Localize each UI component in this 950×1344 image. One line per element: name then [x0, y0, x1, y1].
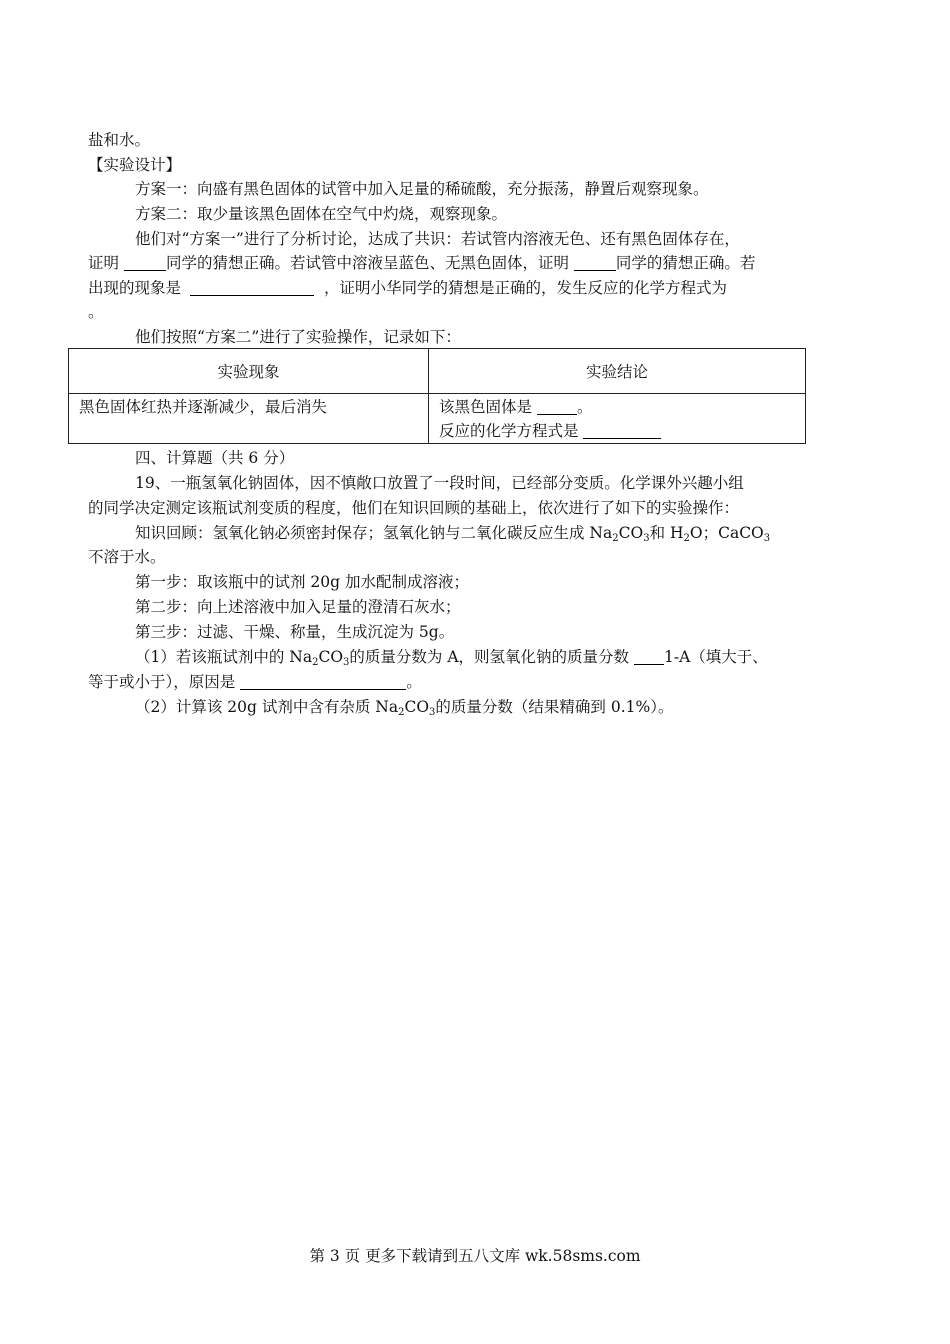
subscript: 3	[763, 533, 771, 544]
table-header-row	[69, 349, 806, 394]
subscript: 2	[312, 657, 319, 668]
discussion-line-1	[135, 227, 740, 251]
step-one	[135, 570, 469, 594]
text-segment: 【实验设计】	[88, 156, 182, 174]
text-segment: 的同学决定测定该瓶试剂变质的程度，他们在知识回顾的基础上，依次进行了如下的实验操作：	[88, 499, 740, 517]
text-segment: 方案二：取少量该黑色固体在空气中灼烧，观察现象。	[135, 205, 508, 223]
knowledge-review-line-2	[88, 545, 166, 569]
subscript: 2	[683, 533, 690, 544]
conclusion-line-1	[439, 395, 795, 419]
text-segment: CO	[404, 698, 430, 716]
text-segment: O；CaCO	[689, 524, 764, 542]
section-header-design	[88, 153, 181, 177]
table-row	[69, 394, 806, 444]
text-segment: 。	[406, 673, 422, 691]
page-footer	[0, 1244, 950, 1268]
text-segment: 方案一：向盛有黑色固体的试管中加入足量的稀硫酸，充分振荡，静置后观察现象。	[135, 180, 709, 198]
conclusion-line-2	[439, 419, 795, 443]
text-segment: 同学的猜想正确。若	[615, 254, 756, 272]
text-segment: CO	[618, 524, 644, 542]
table-header-phenomenon: 实验现象	[69, 349, 429, 394]
text-segment: 1-A（填大于、	[663, 648, 768, 666]
answer-blank[interactable]	[190, 279, 314, 296]
table-cell-conclusion	[429, 394, 806, 444]
answer-blank[interactable]	[240, 673, 406, 690]
text-segment: CO	[318, 648, 344, 666]
text-segment: （1）若该瓶试剂中的 Na	[135, 648, 313, 666]
text-segment: 知识回顾：氢氧化钠必须密封保存；氢氧化钠与二氧化碳反应生成 Na	[135, 524, 613, 542]
step-three	[135, 620, 454, 644]
text-segment: ，证明小华同学的猜想是正确的，发生反应的化学方程式为	[323, 279, 727, 297]
discussion-line-4	[88, 300, 104, 324]
calc-section-title	[135, 446, 294, 470]
subscript: 2	[398, 707, 405, 718]
answer-blank[interactable]	[124, 254, 166, 271]
text-segment: 黑色固体红热并逐渐减少，最后消失	[79, 398, 328, 416]
text-segment: 该黑色固体是	[439, 398, 533, 416]
text-segment: 证明	[88, 254, 120, 272]
question-part-1-line-2	[88, 670, 422, 694]
text-segment: 第 3 页 更多下载请到五八文库 wk.58sms.com	[309, 1247, 641, 1265]
text-segment: 第一步：取该瓶中的试剂 20g 加水配制成溶液；	[135, 573, 470, 591]
subscript: 3	[643, 533, 650, 544]
experiment-table	[68, 348, 806, 444]
text-segment: 同学的猜想正确。若试管中溶液呈蓝色、无黑色固体，证明	[165, 254, 569, 272]
text-segment: 的质量分数为 A，则氢氧化钠的质量分数	[349, 648, 630, 666]
answer-blank[interactable]	[634, 648, 664, 665]
text-segment: 反应的化学方程式是	[439, 422, 579, 440]
text-segment: 出现的现象是	[88, 279, 182, 297]
text-segment: （2）计算该 20g 试剂中含有杂质 Na	[135, 698, 399, 716]
text-segment: 和 H	[649, 524, 684, 542]
plan-one	[135, 177, 709, 201]
text-segment: 。	[88, 303, 104, 321]
q19-line-2	[88, 496, 739, 520]
q19-line-1	[135, 471, 744, 495]
text-segment: 第三步：过滤、干燥、称量，生成沉淀为 5g。	[135, 623, 455, 641]
text-segment: 盐和水。	[88, 131, 151, 149]
plan-two	[135, 202, 507, 226]
subscript: 2	[612, 533, 619, 544]
table-cell-phenomenon	[69, 394, 429, 444]
answer-blank[interactable]	[574, 254, 616, 271]
record-intro	[135, 325, 461, 349]
text-segment: 四、计算题（共 6 分）	[135, 449, 295, 467]
answer-blank[interactable]	[583, 422, 661, 439]
text-segment: 他们对“方案一”进行了分析讨论，达成了共识：若试管内溶液无色、还有黑色固体存在，	[135, 230, 740, 248]
text-segment: 19、一瓶氢氧化钠固体，因不慎敞口放置了一段时间，已经部分变质。化学课外兴趣小组	[135, 474, 744, 492]
text-segment: 他们按照“方案二”进行了实验操作，记录如下：	[135, 328, 461, 346]
table-header-conclusion: 实验结论	[429, 349, 806, 394]
question-part-2	[135, 695, 673, 719]
text-segment: 不溶于水。	[88, 548, 166, 566]
text-segment: 。	[576, 398, 593, 416]
question-part-1	[135, 645, 768, 669]
subscript: 3	[429, 707, 436, 718]
discussion-line-2	[88, 251, 755, 275]
knowledge-review	[135, 521, 770, 545]
text-segment: 等于或小于），原因是	[88, 673, 236, 691]
subscript: 3	[343, 657, 350, 668]
text-line	[88, 128, 150, 152]
answer-blank[interactable]	[537, 398, 577, 415]
text-segment: 第二步：向上述溶液中加入足量的澄清石灰水；	[135, 598, 461, 616]
text-segment: 的质量分数（结果精确到 0.1%）。	[435, 698, 674, 716]
step-two	[135, 595, 461, 619]
discussion-line-3	[88, 276, 727, 300]
